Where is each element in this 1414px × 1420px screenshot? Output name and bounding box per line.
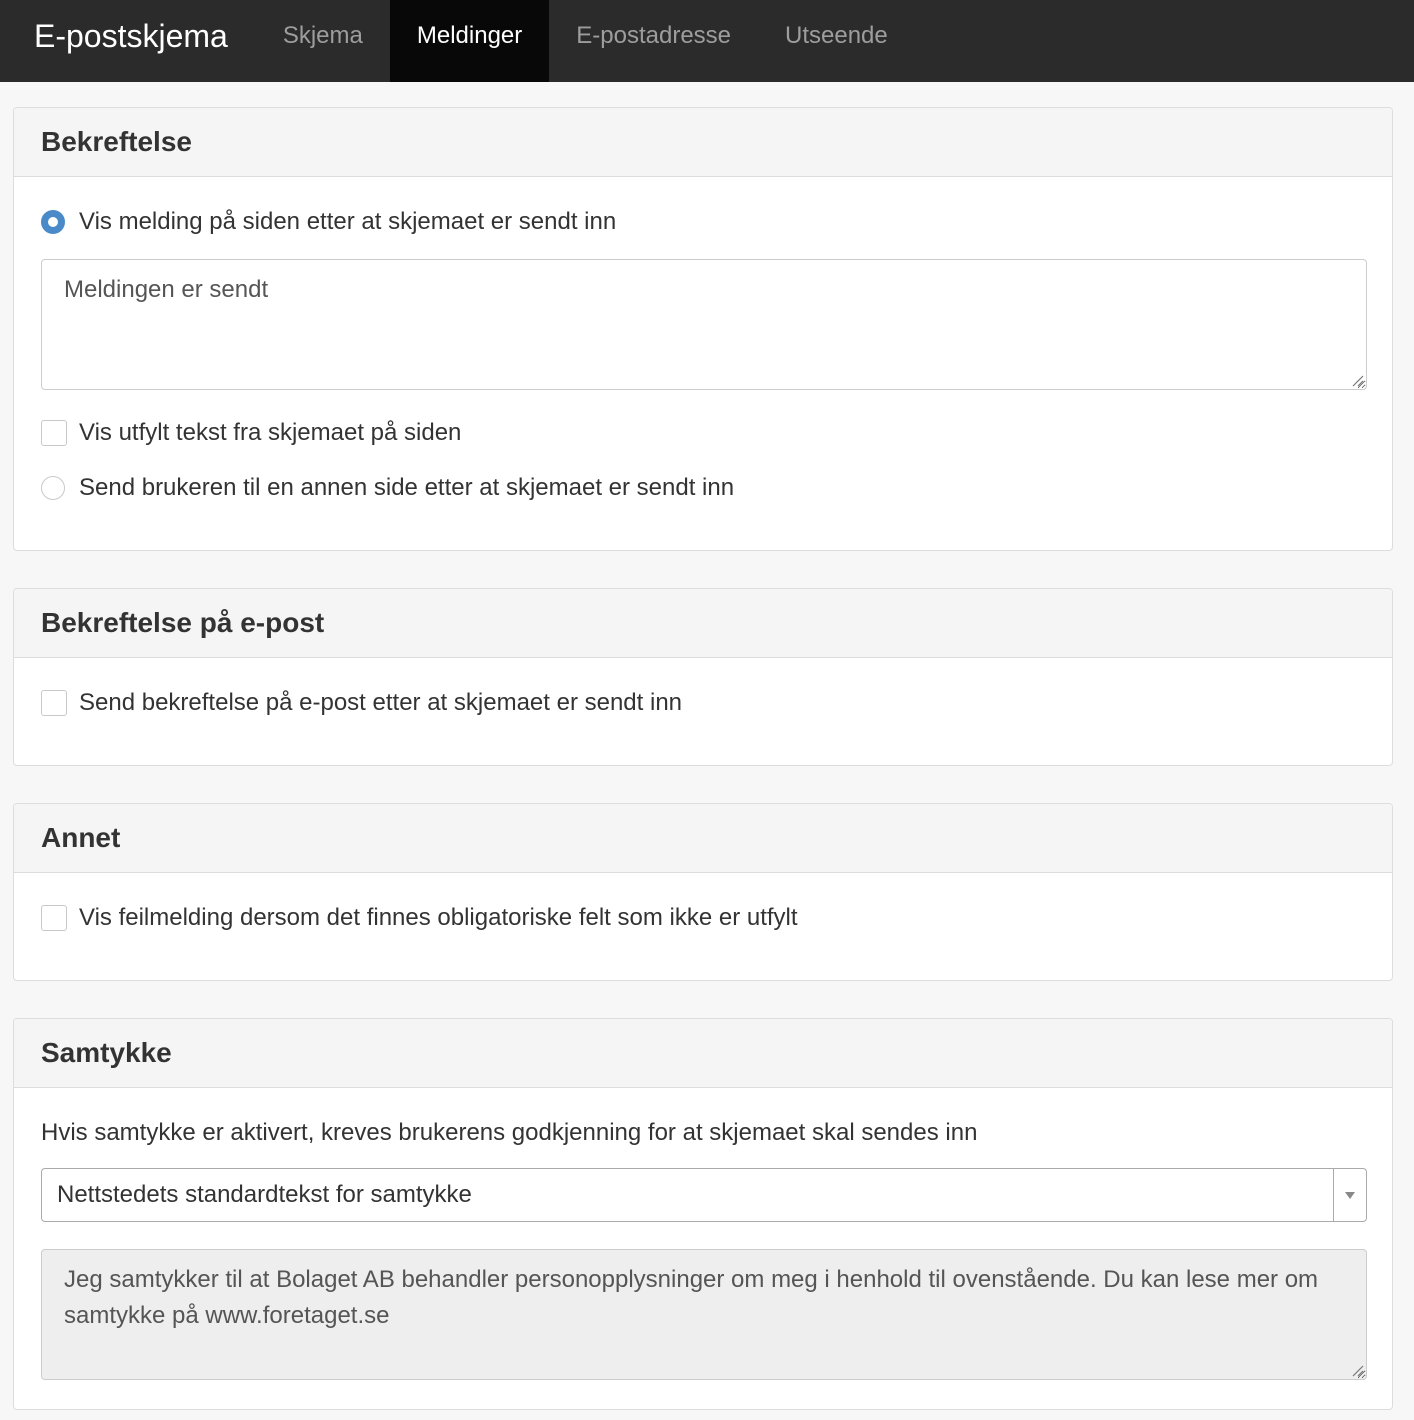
show-message-label: Vis melding på siden etter at skjemaet er sendt inn xyxy=(79,208,617,235)
consent-select-value: Nettstedets standardtekst for samtykke xyxy=(57,1181,472,1208)
resize-grip-icon[interactable] xyxy=(1350,1363,1364,1377)
send-email-confirmation-label: Send bekreftelse på e-post etter at skjemaet er sendt inn xyxy=(79,689,683,716)
consent-textarea-wrapper xyxy=(41,1249,1367,1380)
other-panel-title: Annet xyxy=(41,822,121,853)
show-error-label: Vis feilmelding dersom det finnes obligatoriske felt som ikke er utfylt xyxy=(79,904,798,931)
consent-help-text: Hvis samtykke er aktivert, kreves brukerens godkjenning for at skjemaet skal sendes inn xyxy=(41,1119,978,1146)
tab-meldinger[interactable]: Meldinger xyxy=(390,0,549,82)
redirect-radio[interactable] xyxy=(41,476,65,500)
confirmation-panel xyxy=(13,107,1393,551)
consent-panel xyxy=(13,1018,1393,1410)
redirect-label: Send brukeren til en annen side etter at skjemaet er sendt inn xyxy=(79,474,735,501)
show-filled-text-checkbox[interactable] xyxy=(41,420,67,446)
redirect-option[interactable] xyxy=(41,474,734,502)
email-confirmation-panel xyxy=(13,588,1393,766)
send-email-confirmation-option[interactable] xyxy=(41,689,682,717)
app-title[interactable]: E-postskjema xyxy=(34,18,228,54)
confirmation-panel-header xyxy=(14,108,1392,177)
consent-select[interactable] xyxy=(41,1168,1367,1222)
consent-textarea[interactable] xyxy=(41,1249,1367,1380)
resize-grip-icon[interactable] xyxy=(1350,373,1364,387)
tab-utseende[interactable]: Utseende xyxy=(785,22,888,49)
email-confirmation-panel-header xyxy=(14,589,1392,658)
message-textarea[interactable] xyxy=(41,259,1367,390)
show-error-option[interactable] xyxy=(41,904,798,932)
chevron-down-icon[interactable] xyxy=(1333,1169,1366,1221)
tab-skjema[interactable]: Skjema xyxy=(282,22,363,49)
show-message-radio[interactable] xyxy=(41,210,65,234)
other-panel xyxy=(13,803,1393,981)
show-filled-text-label: Vis utfylt tekst fra skjemaet på siden xyxy=(79,419,462,446)
message-textarea-wrapper xyxy=(41,259,1367,390)
show-message-option[interactable] xyxy=(41,208,616,236)
confirmation-panel-title: Bekreftelse xyxy=(41,126,192,157)
top-navbar xyxy=(0,0,1414,82)
consent-panel-title: Samtykke xyxy=(41,1037,172,1068)
show-filled-text-option[interactable] xyxy=(41,419,461,447)
consent-panel-header xyxy=(14,1019,1392,1088)
send-email-confirmation-checkbox[interactable] xyxy=(41,690,67,716)
show-error-checkbox[interactable] xyxy=(41,905,67,931)
other-panel-header xyxy=(14,804,1392,873)
tab-e-postadresse[interactable]: E-postadresse xyxy=(576,22,732,49)
email-confirmation-panel-title: Bekreftelse på e-post xyxy=(41,607,325,638)
